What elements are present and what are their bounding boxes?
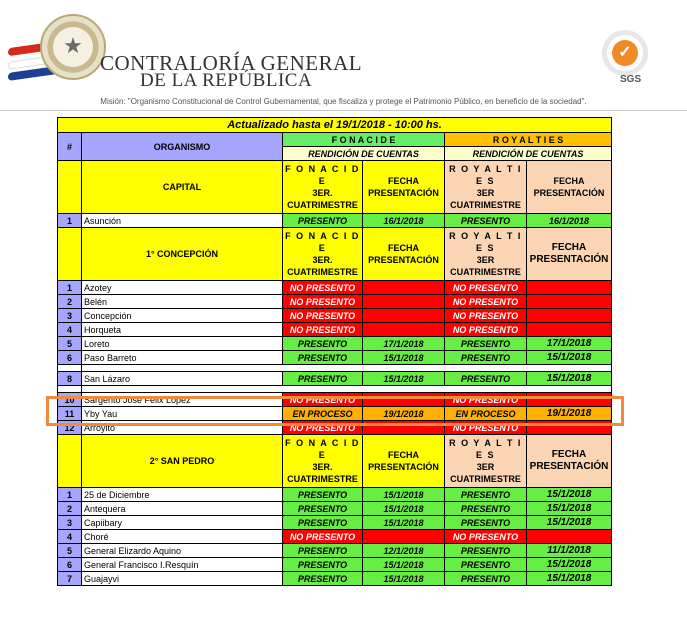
royalties-status: PRESENTO — [445, 544, 527, 558]
fonacide-status: NO PRESENTO — [283, 295, 363, 309]
royalties-header: R O Y A L T I E S — [445, 133, 612, 147]
fonacide-date: 15/1/2018 — [363, 516, 445, 530]
row-obscured — [82, 386, 612, 393]
royalties-date-header-line: PRESENTACIÓN — [533, 188, 605, 198]
royalties-date — [527, 309, 612, 323]
royalties-status: NO PRESENTO — [445, 323, 527, 337]
royalties-date: 17/1/2018 — [527, 337, 612, 351]
royalties-date: 15/1/2018 — [527, 558, 612, 572]
organismo-name: Choré — [82, 530, 283, 544]
row-number: 5 — [58, 337, 82, 351]
table-row — [58, 365, 612, 372]
royalties-date-header-line: PRESENTACIÓN — [529, 461, 609, 472]
row-number: 8 — [58, 372, 82, 386]
table-row — [58, 351, 612, 365]
fonacide-column-header-line: CUATRIMESTRE — [287, 200, 358, 210]
hash-header: # — [58, 133, 82, 161]
table-row — [58, 372, 612, 386]
royalties-date — [527, 323, 612, 337]
row-number — [58, 386, 82, 393]
seal-logo: ★ — [40, 14, 106, 80]
fonacide-status: PRESENTO — [283, 502, 363, 516]
fonacide-status: NO PRESENTO — [283, 281, 363, 295]
fonacide-status: NO PRESENTO — [283, 393, 363, 407]
organismo-name: General Elizardo Aquino — [82, 544, 283, 558]
row-number: 1 — [58, 488, 82, 502]
table-row — [58, 337, 612, 351]
royalties-date-header — [527, 228, 612, 281]
page-header — [0, 0, 687, 112]
royalties-date: 15/1/2018 — [527, 488, 612, 502]
org-name-line1: CONTRALORÍA GENERAL — [100, 51, 363, 75]
royalties-date: 15/1/2018 — [527, 351, 612, 365]
fonacide-date: 17/1/2018 — [363, 337, 445, 351]
organismo-header: ORGANISMO — [82, 133, 283, 161]
organismo-name: Paso Barreto — [82, 351, 283, 365]
section-number-cell — [58, 228, 82, 281]
section-number-cell — [58, 435, 82, 488]
section-header — [58, 228, 612, 281]
royalties-column-header — [445, 435, 527, 488]
royalties-status: EN PROCESO — [445, 407, 527, 421]
fonacide-date: 15/1/2018 — [363, 572, 445, 586]
fonacide-status: PRESENTO — [283, 214, 363, 228]
row-number: 11 — [58, 407, 82, 421]
royalties-date — [527, 281, 612, 295]
fonacide-date: 15/1/2018 — [363, 351, 445, 365]
fonacide-date-header-line: FECHA — [388, 176, 419, 186]
royalties-date: 15/1/2018 — [527, 372, 612, 386]
royalties-column-header — [445, 228, 527, 281]
sgs-certification-logo — [598, 30, 656, 88]
row-obscured — [82, 365, 612, 372]
organismo-name: Asunción — [82, 214, 283, 228]
table-row — [58, 488, 612, 502]
table-row — [58, 544, 612, 558]
row-number: 10 — [58, 393, 82, 407]
section-header — [58, 161, 612, 214]
fonacide-status: NO PRESENTO — [283, 421, 363, 435]
table-row — [58, 516, 612, 530]
royalties-date — [527, 530, 612, 544]
highlight-box — [46, 396, 624, 426]
table-row — [58, 309, 612, 323]
fonacide-column-header-line: 3ER. — [312, 462, 333, 472]
royalties-date-header-line: FECHA — [553, 176, 585, 186]
org-name-line2: DE LA REPÚBLICA — [140, 70, 313, 91]
fonacide-date: 15/1/2018 — [363, 372, 445, 386]
fonacide-date-header-line: PRESENTACIÓN — [368, 462, 439, 472]
updated-banner: Actualizado hasta el 19/1/2018 - 10:00 hs. — [58, 118, 612, 133]
organismo-name: Loreto — [82, 337, 283, 351]
royalties-date-header-line: FECHA — [551, 449, 587, 460]
table-row — [58, 214, 612, 228]
table-row — [58, 323, 612, 337]
royalties-status: PRESENTO — [445, 372, 527, 386]
organismo-name: Concepción — [82, 309, 283, 323]
royalties-status: NO PRESENTO — [445, 421, 527, 435]
fonacide-rendicion: RENDICIÓN DE CUENTAS — [283, 147, 445, 161]
fonacide-status: NO PRESENTO — [283, 323, 363, 337]
organismo-name: Guajayvi — [82, 572, 283, 586]
fonacide-date — [363, 281, 445, 295]
royalties-status: NO PRESENTO — [445, 281, 527, 295]
fonacide-date-header-line: PRESENTACIÓN — [368, 188, 439, 198]
royalties-status: PRESENTO — [445, 558, 527, 572]
royalties-status: PRESENTO — [445, 502, 527, 516]
section-number-cell — [58, 161, 82, 214]
royalties-date: 16/1/2018 — [527, 214, 612, 228]
royalties-column-header-line: R O Y A L T I E S — [449, 164, 522, 186]
royalties-column-header — [445, 161, 527, 214]
organismo-name: General Francisco I.Resquín — [82, 558, 283, 572]
row-number: 2 — [58, 295, 82, 309]
fonacide-date-header — [363, 161, 445, 214]
royalties-date-header — [527, 161, 612, 214]
royalties-column-header-line: CUATRIMESTRE — [450, 474, 521, 484]
row-number: 5 — [58, 544, 82, 558]
fonacide-column-header-line: 3ER. — [312, 188, 333, 198]
table-row — [58, 572, 612, 586]
section-name: CAPITAL — [82, 161, 283, 214]
divider — [0, 110, 687, 111]
fonacide-column-header — [283, 435, 363, 488]
row-number: 4 — [58, 323, 82, 337]
fonacide-status: PRESENTO — [283, 544, 363, 558]
royalties-date-header-line: FECHA — [551, 242, 587, 253]
row-number: 3 — [58, 516, 82, 530]
fonacide-date — [363, 530, 445, 544]
fonacide-status: PRESENTO — [283, 337, 363, 351]
check-icon: ✓ — [612, 40, 638, 66]
section-header — [58, 435, 612, 488]
fonacide-status: PRESENTO — [283, 516, 363, 530]
table-row — [58, 281, 612, 295]
table-row — [58, 295, 612, 309]
royalties-column-header-line: CUATRIMESTRE — [450, 200, 521, 210]
fonacide-date: 15/1/2018 — [363, 558, 445, 572]
fonacide-date: 19/1/2018 — [363, 407, 445, 421]
royalties-date-header-line: PRESENTACIÓN — [529, 254, 609, 265]
fonacide-column-header — [283, 161, 363, 214]
fonacide-date-header-line: FECHA — [388, 450, 419, 460]
fonacide-column-header-line: CUATRIMESTRE — [287, 267, 358, 277]
table-row — [58, 530, 612, 544]
fonacide-column-header-line: 3ER. — [312, 255, 333, 265]
fonacide-date-header-line: FECHA — [388, 243, 419, 253]
fonacide-status: NO PRESENTO — [283, 530, 363, 544]
royalties-column-header-line: R O Y A L T I E S — [449, 438, 522, 460]
fonacide-date — [363, 295, 445, 309]
report-table — [57, 117, 612, 586]
fonacide-status: PRESENTO — [283, 572, 363, 586]
sgs-label: SGS — [620, 74, 642, 85]
fonacide-column-header — [283, 228, 363, 281]
organismo-name: Horqueta — [82, 323, 283, 337]
royalties-date: 15/1/2018 — [527, 572, 612, 586]
royalties-column-header-line: CUATRIMESTRE — [450, 267, 521, 277]
royalties-column-header-line: 3ER — [476, 188, 495, 198]
royalties-date-header — [527, 435, 612, 488]
fonacide-date: 16/1/2018 — [363, 214, 445, 228]
organismo-name: Arroyito — [82, 421, 283, 435]
royalties-status: NO PRESENTO — [445, 530, 527, 544]
fonacide-date: 15/1/2018 — [363, 488, 445, 502]
royalties-rendicion: RENDICIÓN DE CUENTAS — [445, 147, 612, 161]
royalties-column-header-line: 3ER — [476, 462, 495, 472]
royalties-status: PRESENTO — [445, 337, 527, 351]
royalties-date: 15/1/2018 — [527, 502, 612, 516]
royalties-column-header-line: R O Y A L T I E S — [449, 231, 522, 253]
royalties-status: PRESENTO — [445, 572, 527, 586]
royalties-status: PRESENTO — [445, 488, 527, 502]
row-number: 7 — [58, 572, 82, 586]
fonacide-column-header-line: F O N A C I D E — [285, 231, 360, 253]
fonacide-column-header-line: CUATRIMESTRE — [287, 474, 358, 484]
fonacide-status: EN PROCESO — [283, 407, 363, 421]
royalties-status: NO PRESENTO — [445, 309, 527, 323]
fonacide-date-header-line: PRESENTACIÓN — [368, 255, 439, 265]
royalties-status: NO PRESENTO — [445, 295, 527, 309]
organismo-name: Azotey — [82, 281, 283, 295]
row-number: 6 — [58, 558, 82, 572]
row-number — [58, 365, 82, 372]
row-number: 6 — [58, 351, 82, 365]
table-row — [58, 502, 612, 516]
section-name: 1° CONCEPCIÓN — [82, 228, 283, 281]
organismo-name: Belén — [82, 295, 283, 309]
row-number: 3 — [58, 309, 82, 323]
mission-statement: Misión: "Organismo Constitucional de Control Gubernamental, que fiscaliza y protege el Patrimonio Público, en beneficio de la sociedad". — [100, 97, 587, 106]
fonacide-date — [363, 309, 445, 323]
fonacide-status: PRESENTO — [283, 351, 363, 365]
royalties-date: 19/1/2018 — [527, 407, 612, 421]
fonacide-date-header — [363, 228, 445, 281]
organismo-name: Antequera — [82, 502, 283, 516]
royalties-status: PRESENTO — [445, 351, 527, 365]
fonacide-status: PRESENTO — [283, 372, 363, 386]
organismo-name: Yby Yau — [82, 407, 283, 421]
fonacide-date — [363, 323, 445, 337]
fonacide-column-header-line: F O N A C I D E — [285, 164, 360, 186]
royalties-column-header-line: 3ER — [476, 255, 495, 265]
fonacide-status: NO PRESENTO — [283, 309, 363, 323]
fonacide-date: 12/1/2018 — [363, 544, 445, 558]
table-row — [58, 386, 612, 393]
organismo-name: Sargento José Félix López — [82, 393, 283, 407]
royalties-status: PRESENTO — [445, 214, 527, 228]
royalties-date — [527, 295, 612, 309]
royalties-date: 11/1/2018 — [527, 544, 612, 558]
organismo-name: 25 de Diciembre — [82, 488, 283, 502]
organismo-name: Capiibary — [82, 516, 283, 530]
fonacide-date: 15/1/2018 — [363, 502, 445, 516]
row-number: 12 — [58, 421, 82, 435]
royalties-date: 15/1/2018 — [527, 516, 612, 530]
fonacide-status: PRESENTO — [283, 488, 363, 502]
fonacide-column-header-line: F O N A C I D E — [285, 438, 360, 460]
row-number: 4 — [58, 530, 82, 544]
report-table-body — [58, 118, 612, 586]
organismo-name: San Lázaro — [82, 372, 283, 386]
row-number: 1 — [58, 214, 82, 228]
fonacide-status: PRESENTO — [283, 558, 363, 572]
table-row — [58, 558, 612, 572]
royalties-status: PRESENTO — [445, 516, 527, 530]
fonacide-date-header — [363, 435, 445, 488]
royalties-status: NO PRESENTO — [445, 393, 527, 407]
row-number: 1 — [58, 281, 82, 295]
row-number: 2 — [58, 502, 82, 516]
section-name: 2° SAN PEDRO — [82, 435, 283, 488]
fonacide-header: F O N A C I D E — [283, 133, 445, 147]
